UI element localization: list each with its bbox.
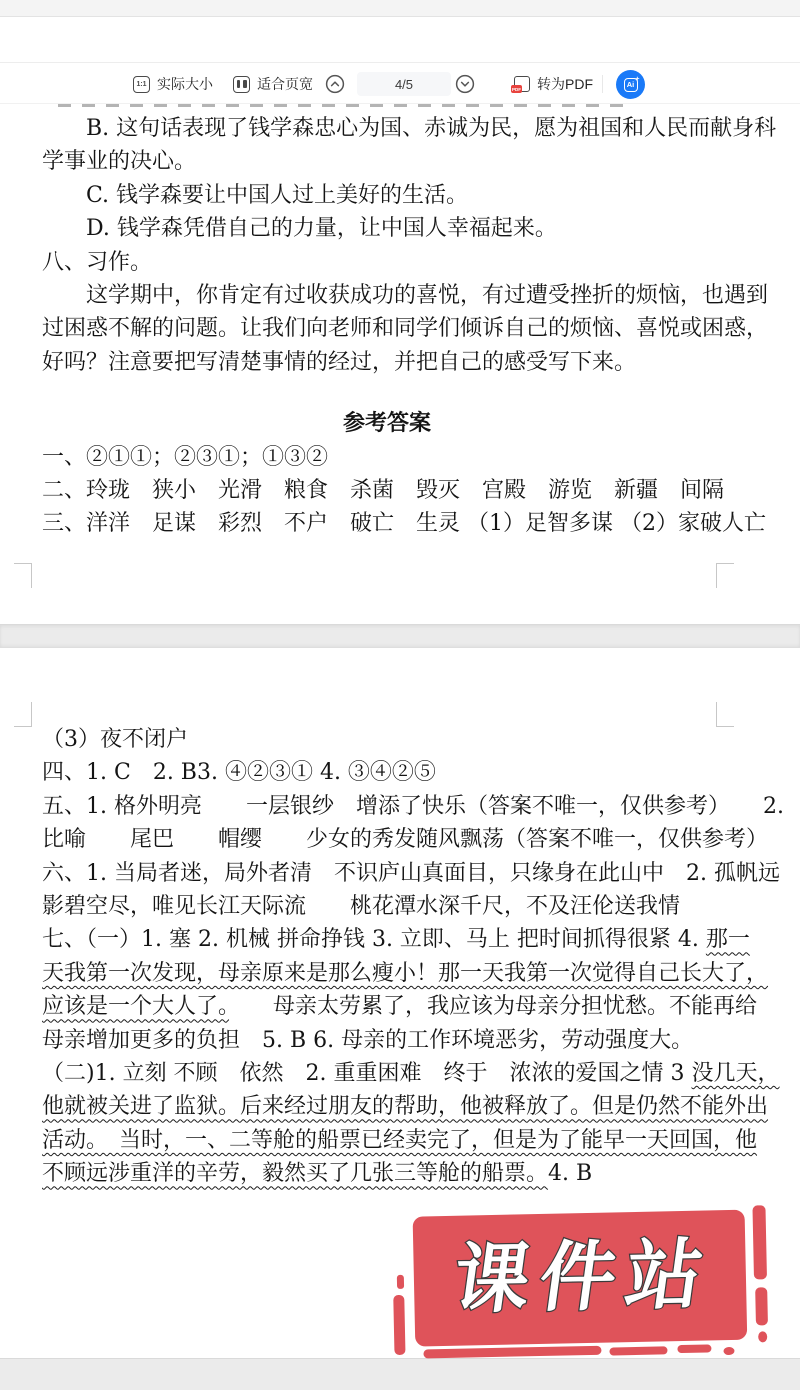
document-text-line: 一、②①①；②③①；①③②: [42, 444, 329, 470]
convert-to-pdf-button[interactable]: [514, 63, 593, 105]
fit-width-icon: [233, 76, 250, 93]
stamp-rectangle: [413, 1210, 748, 1347]
document-text-line: C. 钱学森要让中国人过上美好的生活。: [86, 182, 469, 208]
document-text-line: 二、玲珑 狭小 光滑 粮食 杀菌 毁灭 宫殿 游览 新疆 间隔: [42, 478, 725, 504]
document-text-line: 学事业的决心。: [42, 149, 197, 175]
document-page-4: [42, 112, 777, 541]
document-text-line: 他就被关进了监狱。后来经过朋友的帮助，他被释放了。但是仍然不能外出: [42, 1094, 769, 1120]
document-text-line: （二)1. 立刻 不顾 依然 2. 重重困难 终于 浓浓的爱国之情 3 没几天，: [42, 1061, 780, 1087]
document-text-line: （3）夜不闭户: [42, 727, 188, 752]
actual-size-button[interactable]: [133, 63, 213, 105]
pdf-viewer-toolbar: [0, 62, 800, 104]
document-text-line: 八、习作。: [42, 249, 153, 275]
pdf-file-icon: [514, 76, 530, 92]
document-text-line: B. 这句话表现了钱学森忠心为国、赤诚为民，愿为祖国和人民而献身科: [86, 116, 777, 141]
fit-width-button[interactable]: [233, 63, 313, 105]
chevron-up-icon: [325, 74, 345, 94]
document-text-line: 四、1. C 2. B3. ④②③① 4. ③④②⑤: [42, 760, 436, 786]
actual-size-label: 实际大小: [157, 76, 213, 92]
toolbar-divider: [602, 75, 603, 93]
document-text-line: 参考答案: [342, 410, 431, 437]
ai-plus-glyph: +: [635, 73, 640, 83]
page4-corner-mark-left: [14, 563, 32, 588]
browser-top-strip: [0, 0, 800, 17]
header-blank-area: [0, 18, 800, 62]
document-text-line: 天我第一次发现，母亲原来是那么瘦小！那一天我第一次觉得自己长大了，: [42, 960, 769, 986]
document-text-line: 不顾远涉重洋的辛劳，毅然买了几张三等舱的船票。4. B: [42, 1161, 593, 1187]
document-viewer: [0, 104, 800, 1390]
page-number-input[interactable]: [357, 72, 451, 96]
document-text-line: 母亲增加更多的负担 5. B 6. 母亲的工作环境恶劣，劳动强度大。: [42, 1027, 694, 1053]
document-text-line: 这学期中，你肯定有过收获成功的喜悦，有过遭受挫折的烦恼，也遇到: [86, 283, 769, 309]
document-page-5: [42, 723, 784, 1191]
chevron-down-icon: [455, 74, 475, 94]
document-text-line: 影碧空尽，唯见长江天际流 桃花潭水深千尺，不及汪伦送我情: [42, 894, 681, 920]
page-indicator-value: 4/5: [394, 76, 414, 92]
document-text-line: 过困惑不解的问题。让我们向老师和同学们倾诉自己的烦恼、喜悦或困惑，: [42, 316, 769, 342]
document-text-line: D. 钱学森凭借自己的力量，让中国人幸福起来。: [86, 216, 557, 242]
document-text-line: 五、1. 格外明亮 一层银纱 增添了快乐（答案不唯一，仅供参考） 2.: [42, 793, 784, 819]
ai-assistant-button[interactable]: [616, 70, 645, 99]
convert-to-pdf-label: 转为PDF: [537, 76, 593, 92]
page5-corner-mark-left: [14, 702, 32, 727]
page4-corner-mark-right: [716, 563, 734, 588]
document-text-line: 三、洋洋 足谋 彩烈 不户 破亡 生灵 （1）足智多谋 （2）家破人亡: [42, 511, 766, 537]
document-text-line: 好吗？注意要把写清楚事情的经过，并把自己的感受写下来。: [42, 349, 637, 375]
previous-page-button[interactable]: [325, 74, 345, 94]
document-text-line: 比喻 尾巴 帽缨 少女的秀发随风飘荡（答案不唯一，仅供参考）: [42, 827, 769, 853]
actual-size-icon: 1:1: [133, 76, 150, 93]
pdf-badge: PDF: [512, 86, 521, 92]
stamp-text: 课件站: [448, 1232, 718, 1323]
page-break-gap: [0, 624, 800, 648]
document-text-line: 六、1. 当局者迷，局外者清 不识庐山真面目，只缘身在此山中 2. 孤帆远: [42, 860, 780, 886]
document-text-line: 应该是一个大人了。 母亲太劳累了，我应该为母亲分担忧愁。不能再给: [42, 994, 758, 1020]
kejianzhan-watermark-stamp: [388, 1195, 786, 1368]
fit-width-label: 适合页宽: [257, 76, 313, 92]
document-text-line: 活动。 当时，一、二等舱的船票已经卖完了，但是为了能早一天回国，他: [42, 1127, 758, 1153]
next-page-button[interactable]: [455, 74, 475, 94]
document-text-line: 七、（一）1. 塞 2. 机械 拼命挣钱 3. 立即、马上 把时间抓得很紧 4. 那一: [42, 927, 750, 953]
ai-icon: Ai +: [624, 78, 638, 92]
